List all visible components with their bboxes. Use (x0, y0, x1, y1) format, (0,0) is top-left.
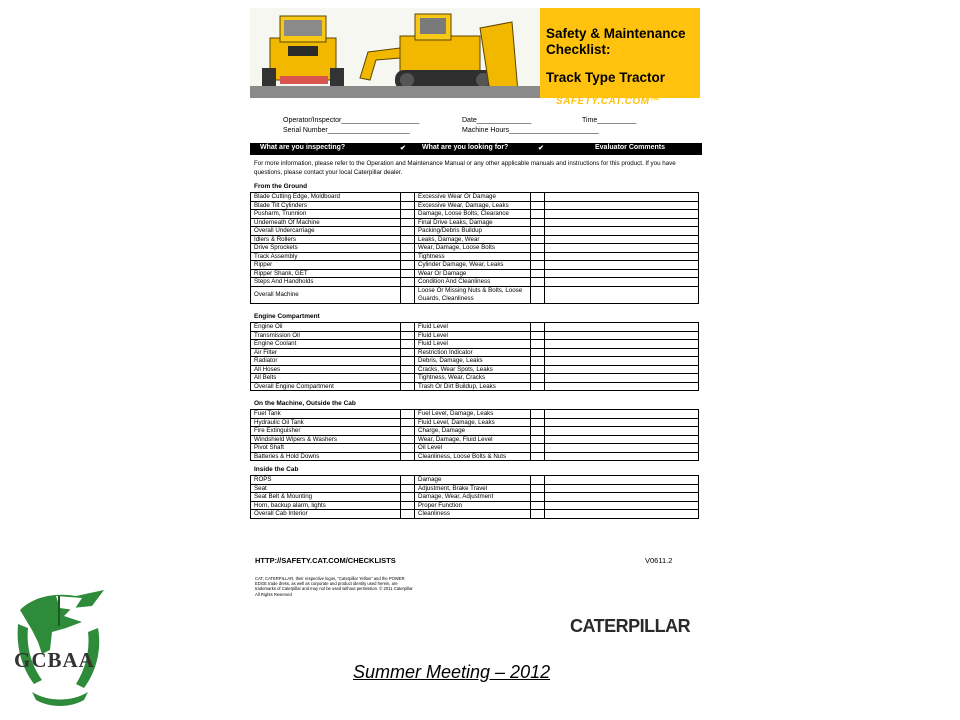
check-box[interactable] (531, 331, 545, 340)
serial-field: Serial Number_____________________ (283, 127, 410, 134)
check-box[interactable] (401, 348, 415, 357)
comment-cell[interactable] (545, 418, 699, 427)
check-box[interactable] (401, 331, 415, 340)
col-check-2: ✔ (538, 145, 544, 152)
check-box[interactable] (401, 493, 415, 502)
col-looking-for: What are you looking for? (422, 144, 509, 151)
comment-cell[interactable] (545, 331, 699, 340)
check-box[interactable] (531, 278, 545, 287)
tractor-illustration (250, 8, 540, 98)
title-line-1: Safety & Maintenance (546, 26, 686, 41)
comment-cell[interactable] (545, 227, 699, 236)
look-for-item: Tightness (415, 252, 531, 261)
inspect-item: Steps And Handholds (251, 278, 401, 287)
table-row (251, 252, 699, 261)
look-for-item: Cleanliness, Loose Bolts & Nuts (415, 452, 531, 461)
inspect-item: Seat Belt & Mounting (251, 493, 401, 502)
check-box[interactable] (531, 340, 545, 349)
check-box[interactable] (531, 261, 545, 270)
operator-field: Operator/Inspector____________________ (283, 117, 420, 124)
gcbaa-logo (12, 588, 108, 708)
check-box[interactable] (531, 227, 545, 236)
check-box[interactable] (401, 286, 415, 303)
col-inspecting: What are you inspecting? (260, 144, 346, 151)
table-row (251, 493, 699, 502)
comment-cell[interactable] (545, 323, 699, 332)
check-box[interactable] (401, 501, 415, 510)
look-for-item: Wear, Damage, Loose Bolts (415, 244, 531, 253)
table-row (251, 210, 699, 219)
look-for-item: Cleanliness (415, 510, 531, 519)
inspect-item: Transmission Oil (251, 331, 401, 340)
comment-cell[interactable] (545, 382, 699, 391)
check-box[interactable] (531, 218, 545, 227)
check-box[interactable] (401, 244, 415, 253)
check-box[interactable] (401, 484, 415, 493)
bulldozer-graphic (250, 8, 540, 98)
meeting-caption: Summer Meeting – 2012 (353, 662, 551, 682)
inspect-item: Hydraulic Oil Tank (251, 418, 401, 427)
checklist-table (250, 322, 699, 391)
check-box[interactable] (531, 348, 545, 357)
table-row (251, 357, 699, 366)
check-box[interactable] (531, 252, 545, 261)
table-row (251, 418, 699, 427)
table-row (251, 476, 699, 485)
table-row (251, 382, 699, 391)
look-for-item: Restriction Indicator (415, 348, 531, 357)
table-row (251, 244, 699, 253)
comment-cell[interactable] (545, 493, 699, 502)
gcbaa-text: GCBAA (14, 648, 95, 672)
check-box[interactable] (531, 484, 545, 493)
inspect-item: Track Assembly (251, 252, 401, 261)
look-for-item: Tightness, Wear, Cracks (415, 374, 531, 383)
look-for-item: Debris, Damage, Leaks (415, 357, 531, 366)
table-row (251, 510, 699, 519)
look-for-item: Damage (415, 476, 531, 485)
inspect-item: Pusharm, Trunnion (251, 210, 401, 219)
version-number: V0611.2 (645, 556, 673, 565)
checklist-subtitle: Track Type Tractor (546, 70, 666, 85)
inspect-item: Underneath Of Machine (251, 218, 401, 227)
inspect-item: Idlers & Rollers (251, 235, 401, 244)
inspect-item: Radiator (251, 357, 401, 366)
check-box[interactable] (401, 374, 415, 383)
inspect-item: Engine Coolant (251, 340, 401, 349)
check-box[interactable] (401, 452, 415, 461)
inspect-item: All Belts (251, 374, 401, 383)
check-box[interactable] (401, 193, 415, 202)
comment-cell[interactable] (545, 278, 699, 287)
check-box[interactable] (531, 201, 545, 210)
check-box[interactable] (401, 210, 415, 219)
comment-cell[interactable] (545, 444, 699, 453)
comment-cell[interactable] (545, 235, 699, 244)
check-box[interactable] (531, 365, 545, 374)
table-row (251, 269, 699, 278)
inspect-item: Air Filter (251, 348, 401, 357)
inspect-item: Ripper Shank, GET (251, 269, 401, 278)
check-box[interactable] (531, 493, 545, 502)
table-row (251, 235, 699, 244)
section-title: From the Ground (254, 183, 308, 190)
check-box[interactable] (531, 244, 545, 253)
safety-website: SAFETY.CAT.COM™ (556, 96, 660, 107)
look-for-item: Charge, Damage (415, 427, 531, 436)
comment-cell[interactable] (545, 357, 699, 366)
table-row (251, 218, 699, 227)
checklist-table (250, 475, 699, 519)
table-row (251, 435, 699, 444)
look-for-item: Wear, Damage, Fluid Level (415, 435, 531, 444)
check-box[interactable] (401, 269, 415, 278)
comment-cell[interactable] (545, 365, 699, 374)
caterpillar-logo: CATERPILLAR (570, 616, 691, 636)
inspect-item: Seat (251, 484, 401, 493)
look-for-item: Fluid Level (415, 331, 531, 340)
check-box[interactable] (401, 323, 415, 332)
table-row (251, 410, 699, 419)
table-row (251, 501, 699, 510)
table-row (251, 452, 699, 461)
comment-cell[interactable] (545, 269, 699, 278)
check-box[interactable] (531, 418, 545, 427)
check-box[interactable] (531, 382, 545, 391)
checklist-table (250, 192, 699, 304)
look-for-item: Cracks, Wear Spots, Leaks (415, 365, 531, 374)
info-paragraph: For more information, please refer to the Operation and Maintenance Manual or any other applicable manuals and instructions for this product. If you have questions, please contact your local Caterpillar dealer. (254, 160, 676, 176)
look-for-item: Loose Or Missing Nuts & Bolts, Loose Guards, Cleanliness (415, 286, 531, 303)
check-box[interactable] (531, 210, 545, 219)
comment-cell[interactable] (545, 201, 699, 210)
check-box[interactable] (531, 357, 545, 366)
inspect-item: Overall Undercarriage (251, 227, 401, 236)
comment-cell[interactable] (545, 435, 699, 444)
inspect-item: Ripper (251, 261, 401, 270)
check-box[interactable] (531, 452, 545, 461)
table-row (251, 227, 699, 236)
checklist-url: HTTP://SAFETY.CAT.COM/CHECKLISTS (255, 556, 396, 565)
date-field: Date______________ (462, 117, 532, 124)
section-title: Engine Compartment (254, 313, 320, 320)
check-box[interactable] (401, 435, 415, 444)
inspect-item: Pivot Shaft (251, 444, 401, 453)
check-box[interactable] (401, 227, 415, 236)
check-box[interactable] (401, 357, 415, 366)
column-header-bar (250, 143, 702, 155)
check-box[interactable] (531, 444, 545, 453)
table-row (251, 444, 699, 453)
table-row (251, 484, 699, 493)
legal-notice: CAT, CATERPILLAR, their respective logos, "Caterpillar Yellow" and the POWER EDGE trade dress, as well as corporate and product identity used herein, are trademarks of Caterpillar and may not be used without permission. © 2011 Caterpillar All Rights Reserved (255, 576, 413, 597)
comment-cell[interactable] (545, 510, 699, 519)
check-box[interactable] (531, 501, 545, 510)
check-box[interactable] (401, 218, 415, 227)
check-box[interactable] (401, 444, 415, 453)
look-for-item: Adjustment, Brake Travel (415, 484, 531, 493)
check-box[interactable] (531, 269, 545, 278)
title-panel (540, 8, 700, 98)
table-row (251, 365, 699, 374)
look-for-item: Final Drive Leaks, Damage (415, 218, 531, 227)
comment-cell[interactable] (545, 484, 699, 493)
table-row (251, 331, 699, 340)
table-row (251, 193, 699, 202)
comment-cell[interactable] (545, 374, 699, 383)
check-box[interactable] (531, 410, 545, 419)
look-for-item: Wear Or Damage (415, 269, 531, 278)
comment-cell[interactable] (545, 218, 699, 227)
check-box[interactable] (401, 410, 415, 419)
look-for-item: Oil Level (415, 444, 531, 453)
look-for-item: Proper Function (415, 501, 531, 510)
comment-cell[interactable] (545, 210, 699, 219)
inspect-item: Windshield Wipers & Washers (251, 435, 401, 444)
check-box[interactable] (401, 382, 415, 391)
check-box[interactable] (531, 374, 545, 383)
comment-cell[interactable] (545, 348, 699, 357)
look-for-item: Cylinder Damage, Wear, Leaks (415, 261, 531, 270)
comment-cell[interactable] (545, 410, 699, 419)
check-box[interactable] (401, 235, 415, 244)
checklist-table (250, 409, 699, 461)
check-box[interactable] (401, 340, 415, 349)
inspect-item: Blade Tilt Cylinders (251, 201, 401, 210)
check-box[interactable] (531, 286, 545, 303)
comment-cell[interactable] (545, 476, 699, 485)
table-row (251, 340, 699, 349)
inspect-item: ROPS (251, 476, 401, 485)
comment-cell[interactable] (545, 244, 699, 253)
check-box[interactable] (401, 418, 415, 427)
check-box[interactable] (531, 510, 545, 519)
inspect-item: Fire Extinguisher (251, 427, 401, 436)
inspect-item: Drive Sprockets (251, 244, 401, 253)
look-for-item: Trash Or Dirt Buildup, Leaks (415, 382, 531, 391)
look-for-item: Packing/Debris Buildup (415, 227, 531, 236)
inspect-item: Fuel Tank (251, 410, 401, 419)
check-box[interactable] (401, 476, 415, 485)
table-row (251, 201, 699, 210)
check-box[interactable] (401, 510, 415, 519)
section-title: Inside the Cab (254, 466, 299, 473)
comment-cell[interactable] (545, 261, 699, 270)
col-check-1: ✔ (400, 145, 406, 152)
col-comments: Evaluator Comments (595, 144, 666, 151)
machine-hours-field: Machine Hours_______________________ (462, 127, 599, 134)
table-row (251, 374, 699, 383)
inspect-item: Overall Engine Compartment (251, 382, 401, 391)
table-row (251, 286, 699, 303)
check-box[interactable] (531, 427, 545, 436)
comment-cell[interactable] (545, 340, 699, 349)
check-box[interactable] (531, 435, 545, 444)
check-box[interactable] (401, 261, 415, 270)
title-line-2: Checklist: (546, 42, 611, 57)
inspect-item: Batteries & Hold Downs (251, 452, 401, 461)
check-box[interactable] (531, 235, 545, 244)
look-for-item: Excessive Wear, Damage, Leaks (415, 201, 531, 210)
time-field: Time__________ (582, 117, 637, 124)
comment-cell[interactable] (545, 452, 699, 461)
table-row (251, 261, 699, 270)
check-box[interactable] (531, 323, 545, 332)
check-box[interactable] (531, 476, 545, 485)
comment-cell[interactable] (545, 501, 699, 510)
check-box[interactable] (401, 252, 415, 261)
comment-cell[interactable] (545, 427, 699, 436)
look-for-item: Fuel Level, Damage, Leaks (415, 410, 531, 419)
look-for-item: Leaks, Damage, Wear (415, 235, 531, 244)
inspect-item: All Hoses (251, 365, 401, 374)
look-for-item: Damage, Loose Bolts, Clearance (415, 210, 531, 219)
comment-cell[interactable] (545, 193, 699, 202)
table-row (251, 427, 699, 436)
inspect-item: Overall Cab Interior (251, 510, 401, 519)
check-box[interactable] (401, 201, 415, 210)
inspect-item: Horn, backup alarm, lights (251, 501, 401, 510)
look-for-item: Fluid Level (415, 323, 531, 332)
table-row (251, 278, 699, 287)
check-box[interactable] (531, 193, 545, 202)
section-title: On the Machine, Outside the Cab (254, 400, 356, 407)
look-for-item: Fluid Level (415, 340, 531, 349)
look-for-item: Fluid Level, Damage, Leaks (415, 418, 531, 427)
inspect-item: Blade Cutting Edge, Moldboard (251, 193, 401, 202)
look-for-item: Condition And Cleanliness (415, 278, 531, 287)
inspect-item: Engine Oil (251, 323, 401, 332)
check-box[interactable] (401, 278, 415, 287)
table-row (251, 323, 699, 332)
check-box[interactable] (401, 365, 415, 374)
look-for-item: Damage, Wear, Adjustment (415, 493, 531, 502)
inspect-item: Overall Machine (251, 286, 401, 303)
look-for-item: Excessive Wear Or Damage (415, 193, 531, 202)
check-box[interactable] (401, 427, 415, 436)
table-row (251, 348, 699, 357)
comment-cell[interactable] (545, 252, 699, 261)
comment-cell[interactable] (545, 286, 699, 303)
